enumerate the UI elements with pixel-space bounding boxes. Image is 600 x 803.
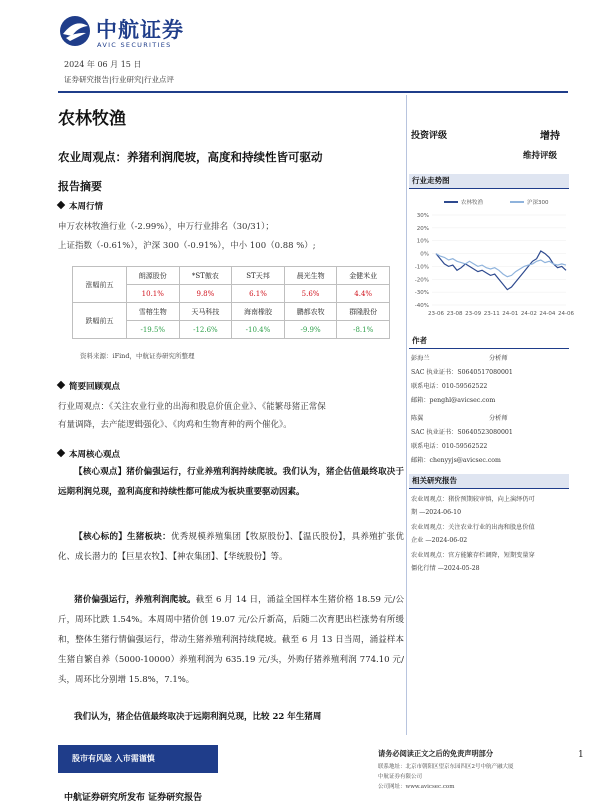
diamond-bullet-icon [57, 201, 65, 209]
gainer-change: 9.8% [179, 285, 232, 303]
review-line-1: 行业周观点：《关注农业行业的出海和股息价值企业》、《能繁母猪正常保 [58, 402, 326, 412]
y-tick-label: -30% [414, 290, 429, 297]
series-line [436, 251, 566, 290]
company-name: 中航证券有限公司 [378, 774, 423, 780]
related-report-3[interactable]: 农业周观点：官方能繁存栏调降，短期变量穿 [411, 552, 535, 559]
core-targets-text: 优秀规模养殖集团【牧原股份】、【温氏股份】，具养殖扩张优化、成长潜力的【巨星农牧】、【神农集团】、【华统股份】等。 [58, 532, 404, 562]
x-tick-label: 23-09 [465, 311, 482, 317]
industry-trend-chart [408, 193, 574, 325]
rating-value: 增持 [540, 131, 560, 142]
table-row [73, 303, 390, 321]
related-report-2-date: 企业 —2024-06-02 [411, 537, 468, 544]
footer-publisher-strip: 中航证券研究所发布 证券研究报告 [64, 793, 203, 803]
authors-heading-rule [409, 348, 569, 349]
author-1-phone: 联系电话：010-59562522 [411, 383, 488, 390]
diamond-bullet-icon [57, 449, 65, 457]
legend-label: 农林牧渔 [461, 200, 484, 206]
gainer-name: *ST傲农 [179, 267, 232, 285]
core-targets-paragraph [58, 527, 404, 567]
diamond-bullet-icon [57, 381, 65, 389]
table-source-note: 资料来源：iFind，中航证券研究所整理 [80, 352, 195, 360]
valuation-paragraph [58, 707, 404, 727]
x-tick-label: 24-02 [520, 311, 537, 317]
logo-chinese-name: 中航证券 [96, 18, 184, 42]
y-tick-label: 20% [416, 225, 429, 232]
gainer-change: 6.1% [232, 285, 285, 303]
core-targets-label: 【核心标的】生猪板块： [74, 532, 171, 542]
trend-chart-heading: 行业走势图 [409, 174, 569, 188]
legend-label: 沪深300 [527, 200, 549, 206]
review-heading: 简要回顾观点 [58, 380, 120, 392]
y-tick-label: -40% [414, 303, 429, 309]
column-divider [406, 95, 407, 735]
trend-heading-rule [409, 188, 569, 189]
weekly-line-2: 上证指数（-0.61%），沪深 300（-0.91%），中小 100（0.88 %）; [58, 241, 316, 251]
related-reports-heading: 相关研究报告 [409, 474, 569, 488]
avic-emblem-icon [58, 14, 92, 48]
header-divider [58, 91, 568, 93]
y-tick-label: 30% [416, 213, 429, 219]
weekly-line-1: 申万农林牧渔行业（-2.99%），申万行业排名（30/31）； [58, 222, 274, 232]
x-tick-label: 24-04 [539, 311, 556, 317]
x-tick-label: 23-11 [483, 311, 500, 317]
core-view-text: 【核心观点】猪价偏强运行，行业养殖利润持续爬坡。我们认为，猪企估值最终取决于远期利润兑现，盈利高度和持续性都可能成为板块重要驱动因素。 [58, 467, 404, 497]
company-address: 联系地址：北京市朝阳区望京东园四区2号中航产融大厦 [378, 764, 514, 770]
top-movers-table [72, 266, 390, 339]
table-row [73, 267, 390, 285]
author-2-license: SAC 执业证书：S0640523080001 [411, 429, 513, 436]
x-tick-label: 24-01 [502, 311, 519, 317]
losers-label: 跌幅前五 [73, 303, 127, 339]
company-website[interactable]: 公司网址：www.avicsec.com [378, 784, 455, 790]
loser-change: -10.4% [232, 321, 285, 339]
x-tick-label: 23-06 [428, 311, 444, 317]
related-heading-rule [409, 488, 569, 489]
pig-price-paragraph [58, 590, 404, 690]
x-tick-label: 23-08 [446, 311, 463, 317]
industry-title: 农林牧渔 [58, 109, 126, 129]
authors-heading: 作者 [412, 336, 427, 345]
gainer-change: 5.6% [284, 285, 337, 303]
summary-heading: 报告摘要 [58, 180, 102, 193]
gainer-name: 朗源股份 [127, 267, 180, 285]
loser-name: 雪榕生物 [127, 303, 180, 321]
y-tick-label: 0% [420, 251, 429, 258]
company-logo [58, 14, 208, 50]
loser-change: -9.9% [284, 321, 337, 339]
review-line-2: 有量调降，去产能逻辑强化》、《肉鸡和生物育种的两个催化》。 [58, 420, 292, 430]
loser-name: 海南橡胶 [232, 303, 285, 321]
y-tick-label: -20% [414, 277, 429, 284]
x-tick-label: 24-06 [558, 311, 574, 317]
pig-price-text: 截至 6 月 14 日，涌益全国样本生猪价格 18.59 元/公斤，周环比跌 1.54%。本周周中猪价创 19.07 元/公斤新高，后随二次育肥出栏涨势有所缓和，整体生猪行情偏强运行，带动生猪养殖利润持续爬坡。截至 6 月 13 日当周，涌益样本生猪自繁自养（5000-10000）养殖利润为 635.19 元/头，外购仔猪养殖利润 774.10 元/头，周环比分别增 15.8%，7.1%。 [58, 595, 404, 685]
series-line [436, 254, 566, 277]
loser-name: 群隆股份 [337, 303, 390, 321]
loser-name: 天马科技 [179, 303, 232, 321]
gainer-name: 晨光生物 [284, 267, 337, 285]
gainers-label: 涨幅前五 [73, 267, 127, 303]
report-date: 2024 年 06 月 15 日 [64, 60, 142, 69]
related-report-3-date: 僵化行情 —2024-05-28 [411, 565, 480, 572]
author-2-email[interactable]: 邮箱：chenyyjs@avicsec.com [411, 457, 501, 464]
gainer-change: 10.1% [127, 285, 180, 303]
author-1-email[interactable]: 邮箱：penghl@avicsec.com [411, 397, 496, 404]
report-headline: 农业周观点：养猪利润爬坡，高度和持续性皆可驱动 [58, 150, 323, 164]
author-2-name-line: 陈翼 分析师 [411, 415, 508, 422]
y-tick-label: -10% [414, 264, 429, 271]
loser-change: -12.6% [179, 321, 232, 339]
related-report-1-date: 期 —2024-06-10 [411, 509, 462, 516]
loser-name: 鹏都农牧 [284, 303, 337, 321]
valuation-text: 我们认为，猪企估值最终取决于远期利润兑现，比较 22 年生猪周 [74, 712, 322, 722]
author-1-name-line: 彭海兰 分析师 [411, 355, 508, 362]
rating-maintained: 维持评级 [523, 151, 558, 161]
core-views-heading: 本周核心观点 [58, 448, 120, 460]
gainer-change: 4.4% [337, 285, 390, 303]
pig-price-lead: 猪价偏强运行，养殖利润爬坡。 [74, 595, 196, 605]
author-1-license: SAC 执业证书：S0640517080001 [411, 369, 513, 376]
rating-label: 投资评级 [411, 131, 448, 141]
page-number: 1 [578, 750, 584, 760]
loser-change: -8.1% [337, 321, 390, 339]
author-2-phone: 联系电话：010-59562522 [411, 443, 488, 450]
breadcrumb: 证券研究报告|行业研究|行业点评 [64, 75, 175, 84]
gainer-name: 金健米业 [337, 267, 390, 285]
y-tick-label: 10% [416, 238, 429, 245]
risk-warning-text: 股市有风险 入市需谨慎 [72, 753, 155, 763]
disclaimer-note: 请务必阅读正文之后的免责声明部分 [378, 749, 494, 758]
risk-warning-bar [58, 745, 218, 773]
loser-change: -19.5% [127, 321, 180, 339]
gainer-name: ST天邦 [232, 267, 285, 285]
logo-english-name: AVIC SECURITIES [97, 41, 172, 49]
related-report-2[interactable]: 农业周观点：关注农业行业的出海和股息价值 [411, 524, 535, 531]
related-report-1[interactable]: 农业周观点：猪价预期较审慎，向上演绎仍可 [411, 496, 535, 503]
core-view-paragraph [58, 462, 404, 502]
weekly-market-heading: 本周行情 [58, 200, 103, 212]
